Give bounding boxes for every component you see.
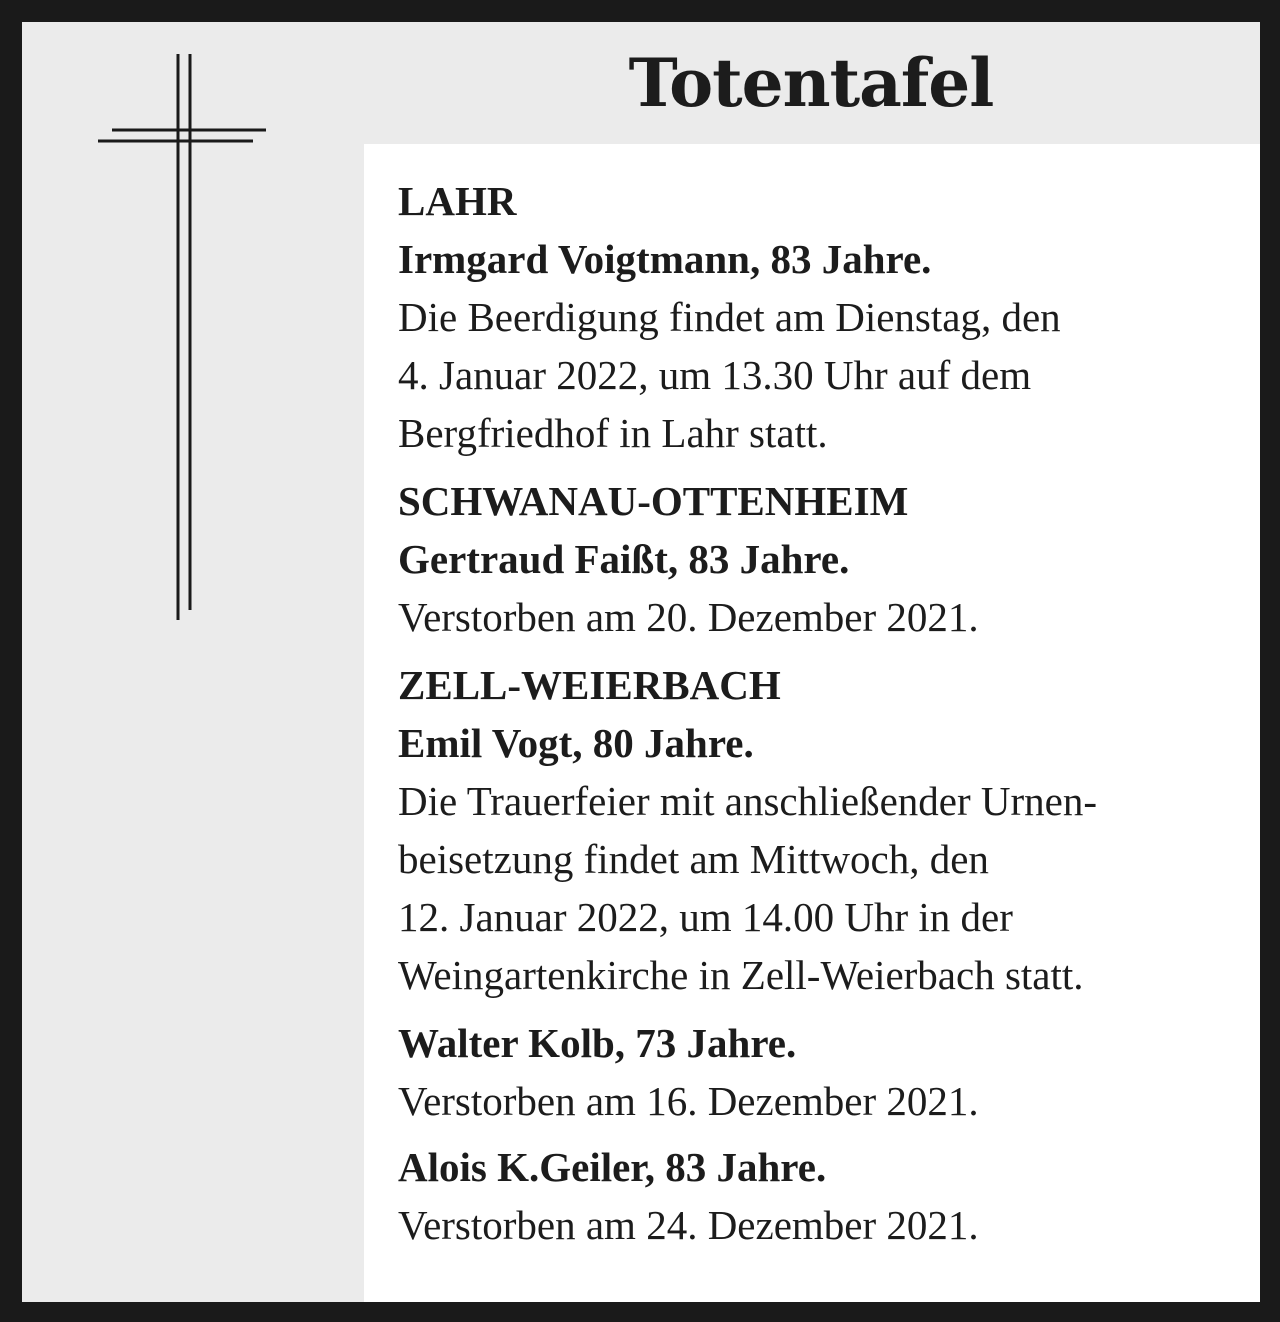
obituary-list-area [364,144,1260,1302]
entry-text-line: Die Trauerfeier mit anschließender Urnen- [398,778,1098,824]
entry-text-line: Bergfriedhof in Lahr statt. [398,410,828,456]
entry-place: LAHR [398,178,517,224]
entry-place: SCHWANAU-OTTENHEIM [398,478,909,524]
entry-text-line: Weingartenkirche in Zell-Weierbach statt. [398,952,1084,998]
obituary-entry [398,1138,1248,1254]
obituary-entry [398,656,1248,1004]
entry-text-line: Verstorben am 16. Dezember 2021. [398,1078,979,1124]
entry-name: Walter Kolb, 73 Jahre. [398,1020,797,1066]
cross-icon [98,54,268,620]
obituary-entry [398,1014,1248,1130]
obituary-panel [22,22,1260,1302]
entry-text-line: 4. Januar 2022, um 13.30 Uhr auf dem [398,352,1032,398]
entry-text-line: Die Beerdigung findet am Dienstag, den [398,294,1061,340]
entry-place: ZELL-WEIERBACH [398,662,781,708]
entry-name: Irmgard Voigtmann, 83 Jahre. [398,236,932,282]
page-title: Totentafel [628,44,994,122]
entry-name: Alois K.Geiler, 83 Jahre. [398,1144,827,1190]
obituary-entry [398,172,1248,462]
entry-text-line: Verstorben am 24. Dezember 2021. [398,1202,979,1248]
obituary-list [398,172,1248,1262]
entry-text-line: 12. Januar 2022, um 14.00 Uhr in der [398,894,1013,940]
obituary-entry [398,472,1248,646]
entry-name: Emil Vogt, 80 Jahre. [398,720,754,766]
entry-name: Gertraud Faißt, 83 Jahre. [398,536,850,582]
entry-text-line: beisetzung findet am Mittwoch, den [398,836,989,882]
entry-text-line: Verstorben am 20. Dezember 2021. [398,594,979,640]
